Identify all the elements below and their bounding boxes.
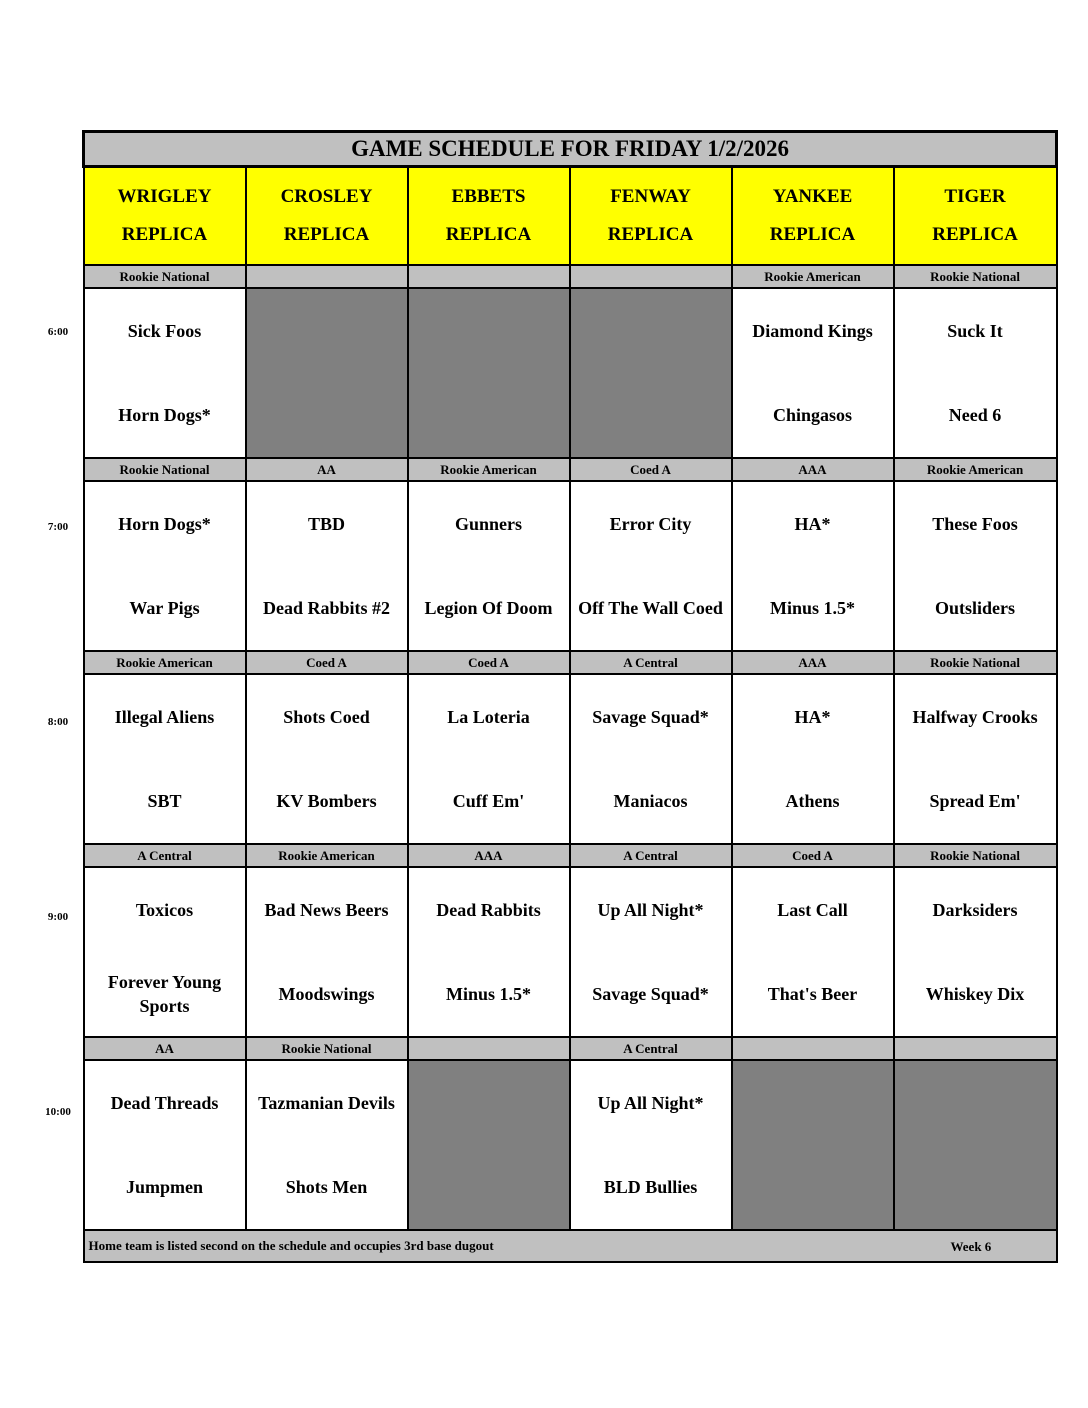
game-cell (246, 674, 408, 844)
away-team: Darksiders (932, 900, 1018, 920)
division-label: AAA (732, 651, 894, 674)
home-team: War Pigs (129, 598, 200, 618)
time-label: 10:00 (45, 1106, 71, 1118)
away-team: TBD (307, 514, 345, 534)
division-label (570, 265, 732, 288)
away-team: Toxicos (135, 900, 194, 920)
division-label: Rookie National (894, 844, 1057, 867)
footer (84, 1230, 1057, 1262)
away-team: Last Call (777, 900, 848, 920)
away-team: Up All Night* (597, 1093, 704, 1113)
division-label: AAA (408, 844, 570, 867)
home-team: Outsliders (935, 598, 1016, 618)
field-subtitle: REPLICA (607, 224, 694, 245)
field-name: CROSLEY (280, 186, 373, 207)
game-cell (84, 1060, 246, 1230)
division-label: Rookie National (84, 265, 246, 288)
division-label: Coed A (408, 651, 570, 674)
game-cell (246, 1060, 408, 1230)
time-label: 9:00 (47, 911, 69, 923)
division-label: A Central (570, 651, 732, 674)
away-team: Halfway Crooks (912, 707, 1038, 727)
home-team: SBT (147, 791, 182, 811)
away-team: HA* (794, 514, 831, 534)
home-team: KV Bombers (276, 791, 377, 811)
time-label: 6:00 (47, 326, 69, 338)
home-team: Horn Dogs* (118, 405, 211, 425)
game-cell (570, 481, 732, 651)
game-cell (408, 481, 570, 651)
division-label (246, 265, 408, 288)
home-team: That's Beer (767, 984, 858, 1004)
division-label: AAA (732, 458, 894, 481)
away-team: Suck It (947, 321, 1003, 341)
field-header (732, 167, 894, 266)
division-label: Rookie National (894, 265, 1057, 288)
game-cell (84, 288, 246, 458)
game-cell (84, 481, 246, 651)
home-team: Off The Wall Coed (578, 598, 723, 618)
field-header (408, 167, 570, 266)
game-cell (732, 481, 894, 651)
away-team: Diamond Kings (752, 321, 873, 341)
division-label (408, 265, 570, 288)
empty-slot (570, 288, 732, 458)
game-cell (408, 674, 570, 844)
game-cell (732, 288, 894, 458)
game-cell (732, 674, 894, 844)
game-cell (570, 1060, 732, 1230)
time-label: 7:00 (47, 521, 69, 533)
game-cell (246, 867, 408, 1037)
division-label: Coed A (570, 458, 732, 481)
home-team: Whiskey Dix (925, 984, 1025, 1004)
page-title: GAME SCHEDULE FOR FRIDAY 1/2/2026 (84, 132, 1057, 167)
game-cell (894, 674, 1057, 844)
division-label (732, 1037, 894, 1060)
field-name: FENWAY (610, 186, 691, 207)
schedule-table (82, 130, 1058, 1263)
division-label (894, 1037, 1057, 1060)
game-cell (246, 481, 408, 651)
field-header (570, 167, 732, 266)
field-name: EBBETS (451, 186, 526, 207)
division-label: Rookie National (84, 458, 246, 481)
division-label: A Central (570, 1037, 732, 1060)
division-label: AA (246, 458, 408, 481)
field-subtitle: REPLICA (445, 224, 532, 245)
home-team: BLD Bullies (603, 1177, 698, 1197)
home-team: Cuff Em' (452, 791, 525, 811)
division-label: Rookie American (84, 651, 246, 674)
footer-note: Home team is listed second on the schedule and occupies 3rd base dugout (88, 1238, 494, 1253)
away-team: Horn Dogs* (118, 514, 211, 534)
field-name: WRIGLEY (117, 186, 212, 207)
division-label: Rookie American (894, 458, 1057, 481)
field-subtitle: REPLICA (283, 224, 370, 245)
division-label (408, 1037, 570, 1060)
empty-slot (732, 1060, 894, 1230)
away-team: These Foos (932, 514, 1018, 534)
away-team: Tazmanian Devils (258, 1093, 395, 1113)
field-subtitle: REPLICA (932, 224, 1018, 245)
division-label: A Central (570, 844, 732, 867)
away-team: La Loteria (447, 707, 530, 727)
division-label: Rookie American (246, 844, 408, 867)
empty-slot (246, 288, 408, 458)
home-team: Athens (785, 791, 840, 811)
away-team: Up All Night* (597, 900, 704, 920)
away-team: HA* (794, 707, 831, 727)
home-team: Jumpmen (125, 1177, 203, 1197)
field-name: TIGER (944, 186, 1006, 207)
home-team: Legion Of Doom (424, 598, 553, 618)
away-team: Savage Squad* (592, 707, 709, 727)
home-team: Maniacos (613, 791, 688, 811)
home-team: Dead Rabbits #2 (262, 598, 391, 618)
game-cell (408, 867, 570, 1037)
empty-slot (894, 1060, 1057, 1230)
division-label: Rookie American (732, 265, 894, 288)
away-team: Gunners (454, 514, 523, 534)
division-label: AA (84, 1037, 246, 1060)
division-label: A Central (84, 844, 246, 867)
game-cell (84, 867, 246, 1037)
away-team: Illegal Aliens (114, 707, 215, 727)
away-team: Error City (609, 514, 692, 534)
home-team: Spread Em' (929, 791, 1021, 811)
field-subtitle: REPLICA (769, 224, 856, 245)
away-team: Sick Foos (127, 321, 202, 341)
empty-slot (408, 1060, 570, 1230)
game-cell (894, 867, 1057, 1037)
division-label: Rookie National (894, 651, 1057, 674)
game-cell (570, 867, 732, 1037)
division-label: Rookie National (246, 1037, 408, 1060)
division-label: Coed A (732, 844, 894, 867)
away-team: Bad News Beers (264, 900, 389, 920)
home-team: Chingasos (772, 405, 853, 425)
away-team: Dead Rabbits (436, 900, 541, 920)
home-team: Moodswings (278, 984, 375, 1004)
division-label: Coed A (246, 651, 408, 674)
away-team: Dead Threads (110, 1093, 219, 1113)
home-team: Forever Young Sports (107, 972, 222, 1016)
game-cell (732, 867, 894, 1037)
field-header (246, 167, 408, 266)
home-team: Savage Squad* (592, 984, 709, 1004)
home-team: Need 6 (948, 405, 1002, 425)
game-cell (894, 481, 1057, 651)
home-team: Shots Men (285, 1177, 368, 1197)
division-label: Rookie American (408, 458, 570, 481)
field-header (894, 167, 1057, 266)
field-subtitle: REPLICA (121, 224, 208, 245)
field-header (84, 167, 246, 266)
game-cell (894, 288, 1057, 458)
field-name: YANKEE (772, 186, 853, 207)
home-team: Minus 1.5* (769, 598, 856, 618)
away-team: Shots Coed (283, 707, 370, 727)
home-team: Minus 1.5* (445, 984, 532, 1004)
time-label: 8:00 (47, 716, 69, 728)
game-cell (570, 674, 732, 844)
empty-slot (408, 288, 570, 458)
week-label: Week 6 (950, 1239, 992, 1254)
game-cell (84, 674, 246, 844)
